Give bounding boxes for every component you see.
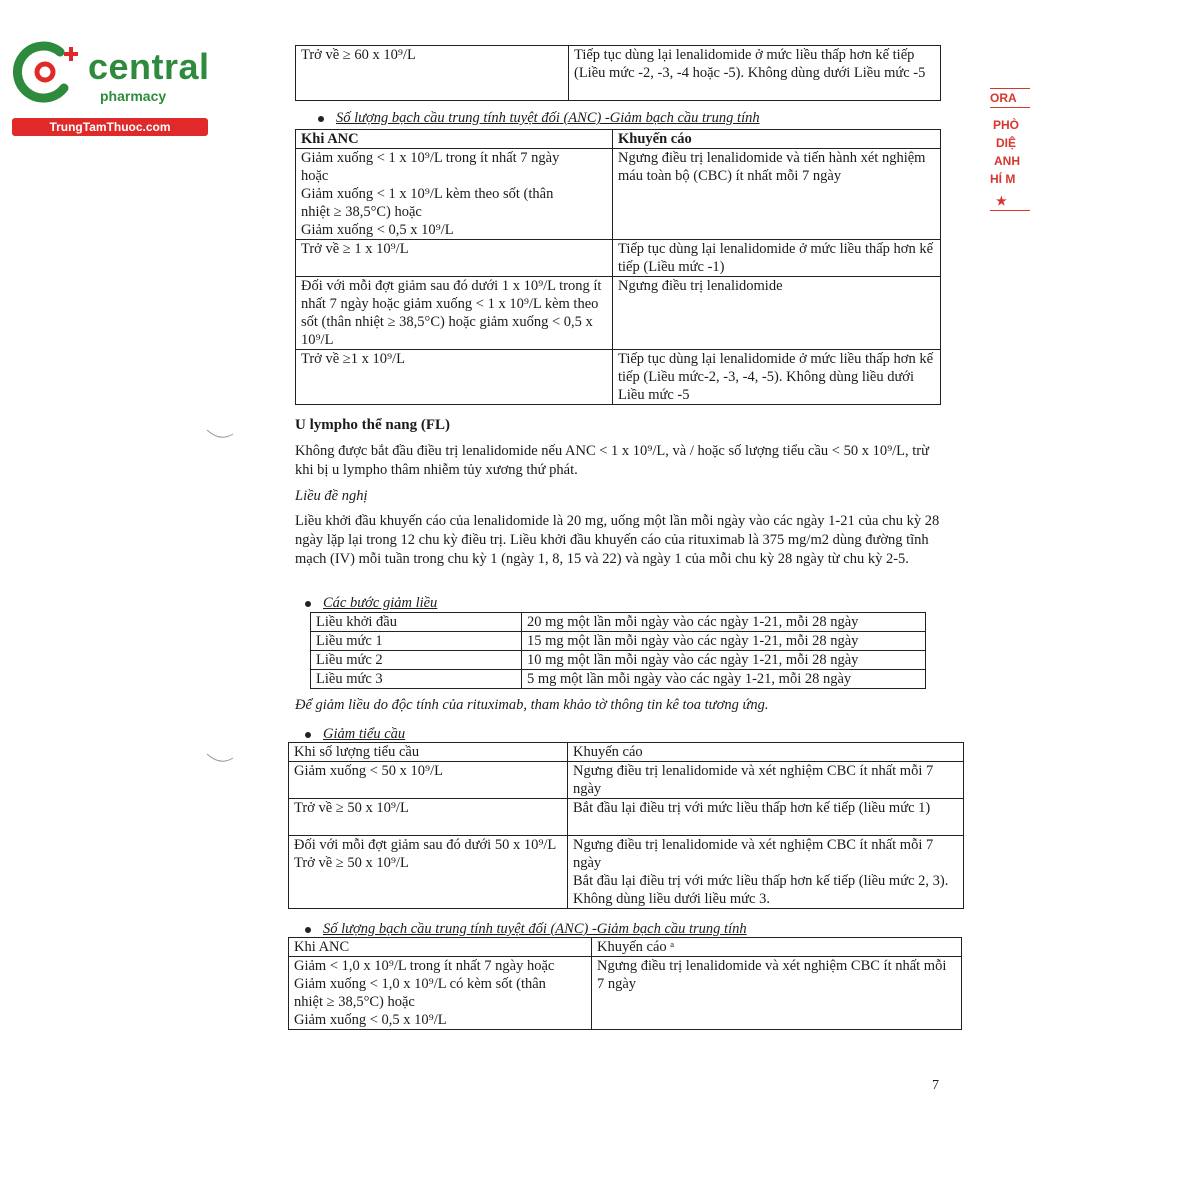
- bullet-heading-anc-2: [305, 921, 747, 938]
- bullet-text: Số lượng bạch cầu trung tính tuyệt đối (ANC) -Giảm bạch cầu trung tính: [323, 921, 747, 937]
- table-cell: Đối với mỗi đợt giảm sau đó dưới 1 x 10⁹/L trong ít nhất 7 ngày hoặc giảm xuống < 1 x 10⁹/L kèm theo sốt (thân nhiệt ≥ 38,5°C) hoặc giảm xuống < 0,5 x 10⁹/L: [296, 277, 613, 350]
- table-cell: [568, 836, 964, 909]
- table-row: [296, 350, 941, 405]
- table-row: [296, 240, 941, 277]
- cell-line: Giảm xuống < 1,0 x 10⁹/L có kèm sốt (thân: [294, 976, 546, 992]
- table-row: [289, 836, 964, 909]
- header-cell: Khi ANC: [296, 130, 613, 149]
- note-text: Để giảm liều do độc tính của rituximab, tham khảo tờ thông tin kê toa tương ứng.: [295, 697, 769, 713]
- bullet-icon: [318, 116, 324, 122]
- header-cell: Khi số lượng tiểu cầu: [289, 743, 568, 762]
- stamp-line: ANH: [994, 154, 1020, 168]
- table-continuation: [295, 45, 941, 101]
- cell-line: Giảm xuống < 0,5 x 10⁹/L: [294, 1012, 447, 1028]
- table-cell: Trở về ≥1 x 10⁹/L: [296, 350, 613, 405]
- bullet-icon: [305, 732, 311, 738]
- header-cell: Khuyến cáo ᵃ: [592, 938, 962, 957]
- table-cell: Trở về ≥ 1 x 10⁹/L: [296, 240, 613, 277]
- table-row: [289, 957, 962, 1030]
- cell-line: Giảm xuống < 1 x 10⁹/L trong ít nhất 7 ngày: [301, 150, 560, 166]
- stamp-line: DIỆ: [996, 136, 1017, 150]
- table-cell: Liều khởi đầu: [311, 613, 522, 632]
- table-header-row: [296, 130, 941, 149]
- table-header-row: [289, 743, 964, 762]
- red-stamp: [990, 88, 1030, 238]
- table-cell: Liều mức 2: [311, 651, 522, 670]
- cell-line: Đối với mỗi đợt giảm sau đó dưới 50 x 10⁹/L: [294, 837, 557, 853]
- table-row: [311, 651, 926, 670]
- page-number: 7: [932, 1078, 939, 1093]
- table-cell: 15 mg một lần mỗi ngày vào các ngày 1-21, mỗi 28 ngày: [522, 632, 926, 651]
- table-cell: Tiếp tục dùng lại lenalidomide ở mức liều thấp hơn kế tiếp (Liều mức -2, -3, -4 hoặc -5). Không dùng dưới Liều mức -5: [569, 46, 941, 101]
- table-cell: 20 mg một lần mỗi ngày vào các ngày 1-21, mỗi 28 ngày: [522, 613, 926, 632]
- table-anc-2: [288, 937, 962, 1030]
- pharmacy-logo: [8, 36, 213, 136]
- cell-line: Trở về ≥ 50 x 10⁹/L: [294, 855, 409, 871]
- bullet-icon: [305, 601, 311, 607]
- table-cell: Liều mức 1: [311, 632, 522, 651]
- logo-site-badge[interactable]: TrungTamThuoc.com: [12, 118, 208, 136]
- table-row: [311, 670, 926, 689]
- table-header-row: [289, 938, 962, 957]
- table-cell: 10 mg một lần mỗi ngày vào các ngày 1-21, mỗi 28 ngày: [522, 651, 926, 670]
- punch-mark-icon: [205, 428, 235, 442]
- table-cell: 5 mg một lần mỗi ngày vào các ngày 1-21, mỗi 28 ngày: [522, 670, 926, 689]
- bullet-text: Số lượng bạch cầu trung tính tuyệt đối (ANC) -Giảm bạch cầu trung tính: [336, 110, 760, 126]
- table-row: [296, 277, 941, 350]
- table-cell: [296, 149, 613, 240]
- table-platelet: [288, 742, 964, 909]
- table-row: [296, 46, 941, 101]
- cell-line: Giảm xuống < 0,5 x 10⁹/L: [301, 222, 454, 238]
- bullet-icon: [305, 927, 311, 933]
- stamp-line: HÍ M: [990, 172, 1016, 186]
- bullet-heading-dose: [305, 595, 437, 612]
- table-row: [289, 762, 964, 799]
- table-anc-1: [295, 129, 941, 405]
- cell-line: Ngưng điều trị lenalidomide và xét nghiệm CBC ít nhất mỗi 7 ngày: [573, 837, 934, 871]
- paragraph: Không được bắt đầu điều trị lenalidomide nếu ANC < 1 x 10⁹/L, và / hoặc số lượng tiểu cầu < 50 x 10⁹/L, trừ khi bị u lympho thâm nhiễm tủy xương thứ phát.: [295, 443, 929, 478]
- cell-line: Bắt đầu lại điều trị với mức liều thấp hơn kế tiếp (liều mức 2, 3). Không dùng liều dưới liều mức 3.: [573, 873, 949, 907]
- table-cell: Ngưng điều trị lenalidomide và xét nghiệm CBC ít nhất mỗi 7 ngày: [592, 957, 962, 1030]
- cell-line: hoặc: [301, 168, 329, 184]
- table-cell: Trở về ≥ 60 x 10⁹/L: [296, 46, 569, 101]
- table-cell: Giảm xuống < 50 x 10⁹/L: [289, 762, 568, 799]
- table-row: [311, 632, 926, 651]
- table-cell: Ngưng điều trị lenalidomide và xét nghiệm CBC ít nhất mỗi 7 ngày: [568, 762, 964, 799]
- bullet-heading-anc: [318, 110, 760, 127]
- cell-line: Giảm < 1,0 x 10⁹/L trong ít nhất 7 ngày hoặc: [294, 958, 555, 974]
- stamp-line: ORA: [990, 88, 1030, 108]
- table-cell: Tiếp tục dùng lại lenalidomide ở mức liều thấp hơn kế tiếp (Liều mức-2, -3, -4, -5). Không dùng liều dưới Liều mức -5: [613, 350, 941, 405]
- cell-line: nhiệt ≥ 38,5°C) hoặc: [301, 204, 422, 220]
- cell-line: Giảm xuống < 1 x 10⁹/L kèm theo sốt (thân: [301, 186, 554, 202]
- table-cell: Liều mức 3: [311, 670, 522, 689]
- header-cell: Khuyến cáo: [613, 130, 941, 149]
- table-cell: [289, 836, 568, 909]
- header-cell: Khi ANC: [289, 938, 592, 957]
- table-cell: Trở về ≥ 50 x 10⁹/L: [289, 799, 568, 836]
- section-title: U lympho thể nang (FL): [295, 417, 451, 433]
- table-dose-levels: [310, 612, 926, 689]
- table-cell: [289, 957, 592, 1030]
- header-cell: Khuyến cáo: [568, 743, 964, 762]
- logo-sub: pharmacy: [100, 88, 167, 104]
- table-row: [289, 799, 964, 836]
- table-cell: Bắt đầu lại điều trị với mức liều thấp hơn kế tiếp (liều mức 1): [568, 799, 964, 836]
- logo-name: central: [88, 46, 210, 87]
- stamp-star-icon: ★: [990, 192, 1030, 211]
- bullet-text: Giảm tiểu cầu: [323, 726, 406, 742]
- table-row: [311, 613, 926, 632]
- table-cell: Ngưng điều trị lenalidomide và tiến hành xét nghiệm máu toàn bộ (CBC) ít nhất mỗi 7 ngày: [613, 149, 941, 240]
- bullet-heading-platelet: [305, 726, 405, 743]
- table-cell: Tiếp tục dùng lại lenalidomide ở mức liều thấp hơn kế tiếp (Liều mức -1): [613, 240, 941, 277]
- bullet-text: Các bước giảm liều: [323, 595, 438, 611]
- logo-c-icon: [12, 38, 82, 108]
- table-cell: Ngưng điều trị lenalidomide: [613, 277, 941, 350]
- paragraph: Liều khởi đầu khuyến cáo của lenalidomide là 20 mg, uống một lần mỗi ngày vào các ngày 1-21 của chu kỳ 28 ngày lặp lại trong 12 chu kỳ điều trị. Liều khởi đầu khuyến cáo của rituximab là 375 mg/m2 dùng đường tĩnh mạch (IV) mỗi tuần trong chu kỳ 1 (ngày 1, 8, 15 và 22) và ngày 1 của mỗi chu kỳ 28 ngày từ chu kỳ 2-5.: [295, 513, 940, 567]
- table-row: [296, 149, 941, 240]
- cell-line: nhiệt ≥ 38,5°C) hoặc: [294, 994, 415, 1010]
- stamp-line: PHÒ: [993, 118, 1020, 132]
- subsection-title: Liều đề nghị: [295, 488, 368, 504]
- punch-mark-icon: [205, 752, 235, 766]
